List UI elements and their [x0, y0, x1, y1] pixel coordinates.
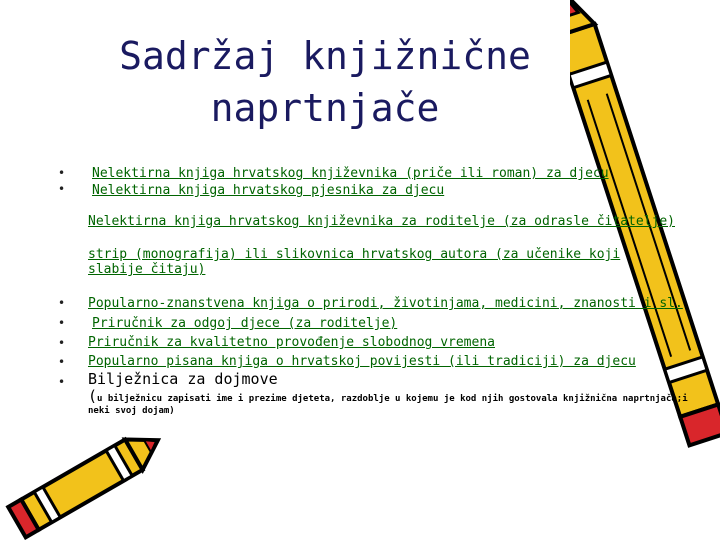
crayon-icon [0, 420, 170, 540]
list-item-link[interactable]: Nelektirna knjiga hrvatskog književnika (priče ili roman) za djecu [92, 166, 609, 181]
note-text [88, 387, 688, 417]
bullet-glyph: • [58, 316, 66, 330]
list-item-link[interactable]: strip (monografija) ili slikovnica hrvatskog autora (za učenike koji slabije čitaju) [88, 247, 621, 277]
slide-title: Sadržaj knjižnične naprtnjače [119, 34, 531, 130]
list-item-link[interactable]: Nelektirna knjiga hrvatskog pjesnika za djecu [92, 183, 445, 198]
bullet-glyph: • [58, 166, 66, 180]
list-item-link[interactable]: Priručnik za kvalitetno provođenje slobodnog vremena [88, 335, 495, 350]
list-item-link[interactable]: Popularno pisana knjiga o hrvatskoj povijesti (ili tradiciji) za djecu [88, 354, 636, 369]
list-item-label: Bilježnica za dojmove [88, 370, 278, 388]
list-item-link[interactable]: Popularno-znanstvena knjiga o prirodi, životinjama, medicini, znanosti i sl. [88, 296, 683, 311]
note-body: u bilježnicu zapisati ime i prezime djeteta, razdoblje u kojemu je kod njih gostovala knjižnična naprtnjača;i neki svoj dojam) [88, 394, 688, 416]
bullet-glyph: • [58, 296, 66, 310]
bullet-glyph: • [58, 355, 66, 369]
list-item-link[interactable]: Priručnik za odgoj djece (za roditelje) [92, 316, 398, 331]
list-item-link[interactable]: Nelektirna knjiga hrvatskog književnika za roditelje (za odrasle čitatelje) [88, 214, 675, 229]
bullet-glyph: • [58, 375, 66, 389]
bullet-glyph: • [58, 182, 66, 196]
bullet-glyph: • [58, 336, 66, 350]
note-lead: ( [88, 387, 98, 405]
